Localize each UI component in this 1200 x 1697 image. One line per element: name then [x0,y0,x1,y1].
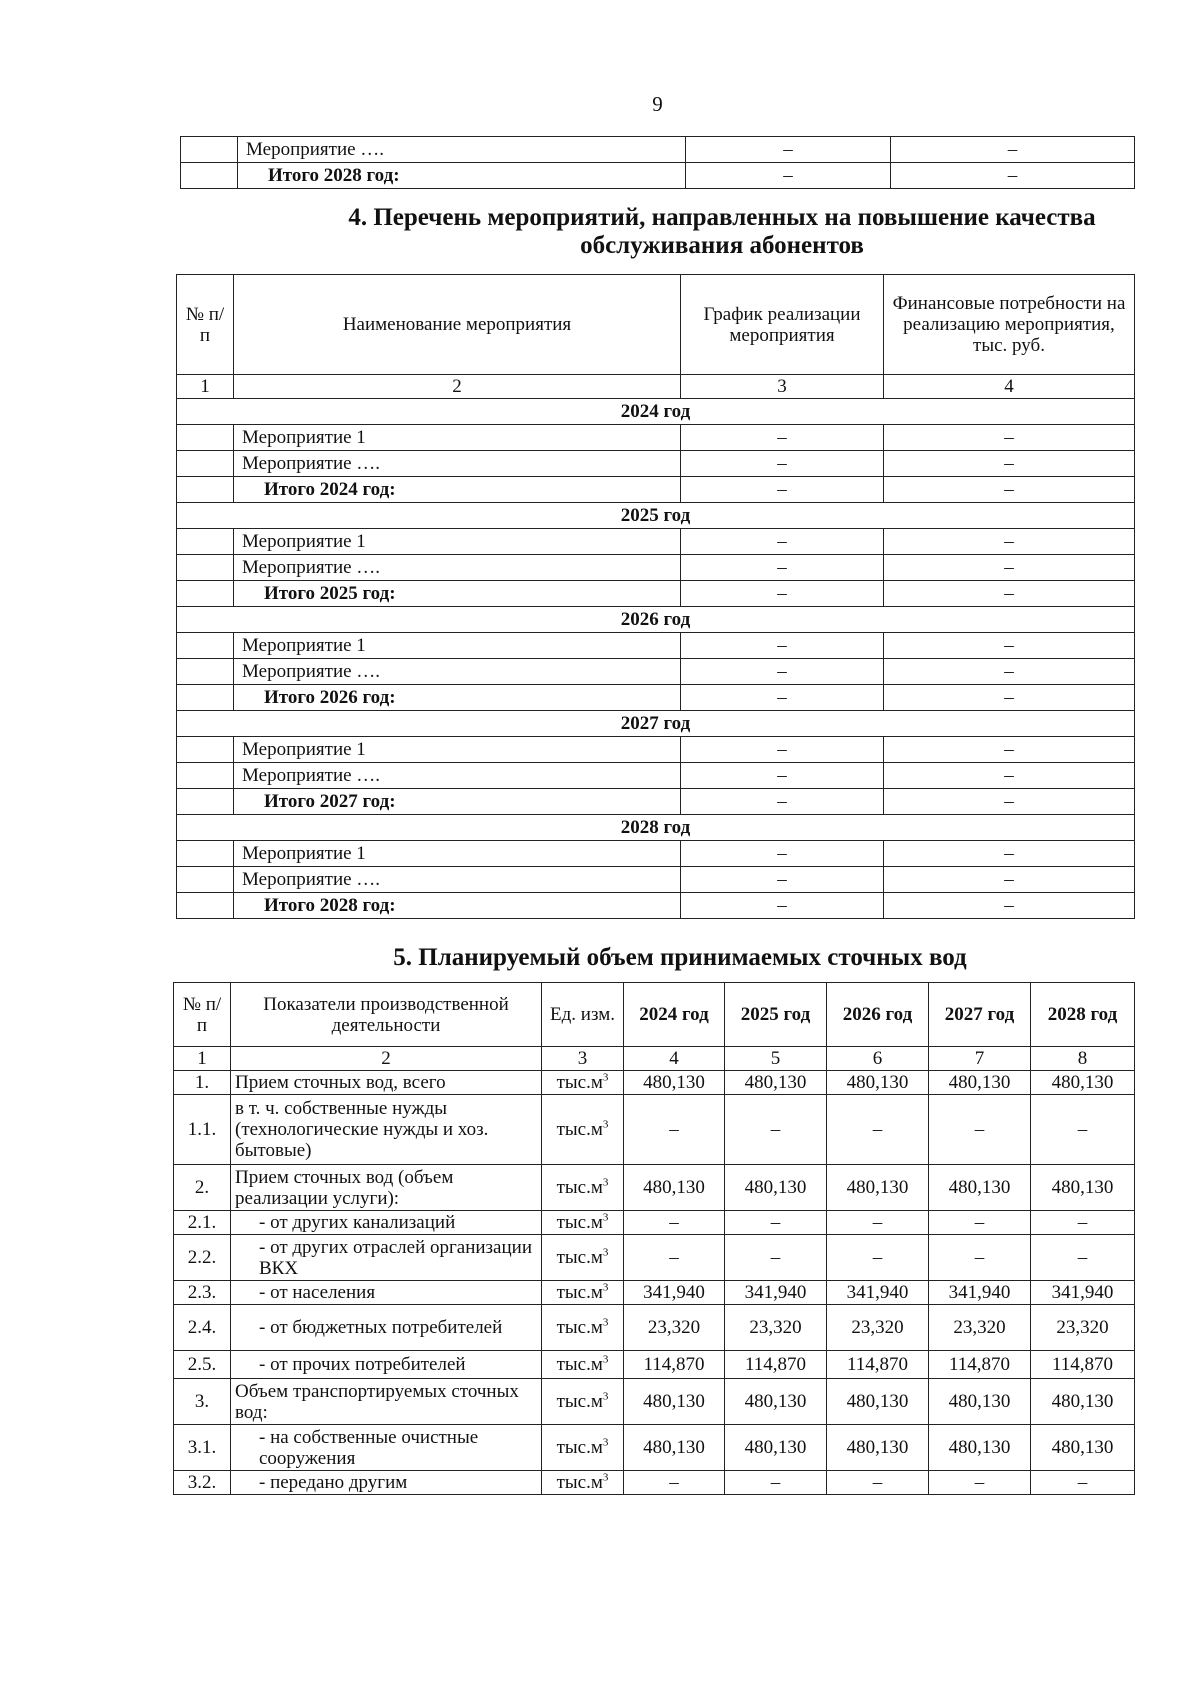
unit-text: тыс.м [556,1072,603,1093]
value-cell: – [827,1211,929,1235]
header-year: 2025 год [725,983,827,1047]
value-cell: – [624,1211,725,1235]
indicator-name: - передано другим [231,1471,542,1495]
unit-cell [542,1165,624,1211]
table-row [177,451,1135,477]
value-cell: 23,320 [725,1305,827,1351]
schedule-cell: – [681,841,884,867]
col-number: 4 [884,375,1135,399]
header-finance: Финансовые потребности на реализацию мероприятия, тыс. руб. [884,275,1135,375]
table-row [174,1071,1135,1095]
finance-cell: – [884,477,1135,503]
section4-title [180,204,1134,260]
indicator-name: - от бюджетных потребителей [231,1305,542,1351]
schedule-cell: – [681,529,884,555]
row-number: 2.5. [174,1351,231,1379]
table-row [177,659,1135,685]
year-header-row [177,503,1135,529]
row-number: 1.1. [174,1095,231,1165]
total-label: Итого 2027 год: [234,789,681,815]
value-cell: – [929,1235,1031,1281]
unit-superscript: 3 [602,1246,609,1259]
table-row [174,1351,1135,1379]
value-cell: 114,870 [1031,1351,1135,1379]
value-cell: – [929,1471,1031,1495]
value-cell: – [929,1211,1031,1235]
col-number: 3 [681,375,884,399]
header-indicator: Показатели производственной деятельности [231,983,542,1047]
year-header-row [177,399,1135,425]
indicator-name: - от населения [231,1281,542,1305]
value-cell: – [827,1471,929,1495]
header-unit: Ед. изм. [542,983,624,1047]
num-cell [177,659,234,685]
unit-superscript: 3 [602,1390,609,1403]
num-cell [177,737,234,763]
event-name: Мероприятие …. [234,451,681,477]
indicator-name: - от других канализаций [231,1211,542,1235]
schedule-cell: – [681,867,884,893]
finance-cell: – [884,685,1135,711]
schedule-cell: – [681,555,884,581]
total-label: Итого 2028 год: [234,893,681,919]
unit-cell [542,1281,624,1305]
unit-text: тыс.м [556,1437,603,1458]
table-row [181,163,1135,189]
year-header-row [177,607,1135,633]
indicator-name: Прием сточных вод, всего [231,1071,542,1095]
num-cell [177,685,234,711]
event-name: Мероприятие 1 [234,633,681,659]
value-cell: – [725,1235,827,1281]
value-cell: 114,870 [827,1351,929,1379]
schedule-cell: – [681,763,884,789]
event-name: Мероприятие …. [238,137,686,163]
value-cell: 23,320 [827,1305,929,1351]
finance-cell: – [884,633,1135,659]
col-number: 7 [929,1047,1031,1071]
table-row [177,763,1135,789]
value-cell: 480,130 [827,1379,929,1425]
col-number: 4 [624,1047,725,1071]
value-cell: 114,870 [725,1351,827,1379]
value-cell: 480,130 [929,1379,1031,1425]
unit-text: тыс.м [556,1282,603,1303]
value-cell: – [624,1095,725,1165]
unit-superscript: 3 [602,1436,609,1449]
year-label: 2027 год [177,711,1135,737]
total-row [177,477,1135,503]
schedule-cell: – [681,659,884,685]
row-number: 3.1. [174,1425,231,1471]
value-cell: 23,320 [929,1305,1031,1351]
table-row [177,555,1135,581]
table-row [181,137,1135,163]
num-cell [177,451,234,477]
schedule-cell: – [681,633,884,659]
header-year: 2028 год [1031,983,1135,1047]
table-row [174,1095,1135,1165]
row-number: 2.1. [174,1211,231,1235]
value-cell: – [624,1235,725,1281]
header-row [174,983,1135,1047]
column-number-row [177,375,1135,399]
unit-cell [542,1095,624,1165]
unit-text: тыс.м [556,1317,603,1338]
header-name: Наименование мероприятия [234,275,681,375]
value-cell: 480,130 [725,1071,827,1095]
value-cell: 341,940 [624,1281,725,1305]
unit-text: тыс.м [556,1247,603,1268]
table-row [177,737,1135,763]
value-cell: 480,130 [1031,1165,1135,1211]
finance-cell: – [884,893,1135,919]
section4-title-line1: 4. Перечень мероприятий, направленных на повышение качества [348,204,1096,231]
value-cell: 480,130 [1031,1379,1135,1425]
indicator-name: в т. ч. собственные нужды (технологические нужды и хоз. бытовые) [231,1095,542,1165]
total-row [177,685,1135,711]
table-row [174,1235,1135,1281]
schedule-cell: – [686,137,891,163]
finance-cell: – [884,581,1135,607]
num-cell [177,529,234,555]
schedule-cell: – [681,477,884,503]
finance-cell: – [884,841,1135,867]
event-name: Мероприятие …. [234,659,681,685]
num-cell [177,789,234,815]
value-cell: 480,130 [725,1165,827,1211]
total-label: Итого 2024 год: [234,477,681,503]
finance-cell: – [884,555,1135,581]
total-label: Итого 2025 год: [234,581,681,607]
value-cell: 480,130 [624,1165,725,1211]
value-cell: 480,130 [624,1425,725,1471]
total-label: Итого 2026 год: [234,685,681,711]
num-cell [177,555,234,581]
finance-cell: – [884,867,1135,893]
schedule-cell: – [681,737,884,763]
section4-title-line2: обслуживания абонентов [580,232,864,259]
page-number: 9 [652,92,663,116]
value-cell: 480,130 [827,1071,929,1095]
unit-cell [542,1305,624,1351]
num-cell [177,477,234,503]
table-row [177,425,1135,451]
value-cell: – [1031,1235,1135,1281]
unit-text: тыс.м [556,1119,603,1140]
schedule-cell: – [681,451,884,477]
schedule-cell: – [681,685,884,711]
table-row [174,1281,1135,1305]
col-number: 6 [827,1047,929,1071]
value-cell: 480,130 [624,1379,725,1425]
value-cell: 23,320 [624,1305,725,1351]
row-number: 2.4. [174,1305,231,1351]
total-row [177,581,1135,607]
indicator-name: - от прочих потребителей [231,1351,542,1379]
table-row [174,1379,1135,1425]
value-cell: 480,130 [929,1071,1031,1095]
unit-superscript: 3 [602,1071,609,1084]
num-cell [177,581,234,607]
row-number: 2.3. [174,1281,231,1305]
unit-cell [542,1235,624,1281]
year-header-row [177,815,1135,841]
col-number: 1 [174,1047,231,1071]
value-cell: 480,130 [725,1379,827,1425]
schedule-cell: – [681,581,884,607]
table-row [174,1471,1135,1495]
value-cell: 480,130 [725,1425,827,1471]
events-table [176,274,1135,919]
value-cell: 480,130 [1031,1425,1135,1471]
header-year: 2026 год [827,983,929,1047]
table-row [174,1305,1135,1351]
table-row [174,1165,1135,1211]
table-row [174,1211,1135,1235]
num-cell [177,425,234,451]
header-year: 2024 год [624,983,725,1047]
value-cell: 480,130 [1031,1071,1135,1095]
unit-superscript: 3 [602,1281,609,1294]
unit-cell [542,1425,624,1471]
header-year: 2027 год [929,983,1031,1047]
indicator-name: Прием сточных вод (объем реализации услуги): [231,1165,542,1211]
table-row [177,633,1135,659]
finance-cell: – [891,163,1135,189]
schedule-cell: – [681,789,884,815]
value-cell: – [725,1471,827,1495]
unit-superscript: 3 [602,1118,609,1131]
unit-superscript: 3 [602,1176,609,1189]
event-name: Мероприятие 1 [234,737,681,763]
event-name: Мероприятие …. [234,867,681,893]
col-number: 2 [231,1047,542,1071]
value-cell: – [624,1471,725,1495]
unit-text: тыс.м [556,1354,603,1375]
finance-cell: – [884,659,1135,685]
unit-text: тыс.м [556,1391,603,1412]
unit-cell [542,1379,624,1425]
table-row [177,841,1135,867]
value-cell: 480,130 [624,1071,725,1095]
unit-superscript: 3 [602,1471,609,1484]
table-row [177,867,1135,893]
col-number: 2 [234,375,681,399]
event-name: Мероприятие …. [234,555,681,581]
unit-cell [542,1351,624,1379]
event-name: Мероприятие 1 [234,425,681,451]
finance-cell: – [891,137,1135,163]
unit-text: тыс.м [556,1212,603,1233]
row-number: 2.2. [174,1235,231,1281]
value-cell: 341,940 [1031,1281,1135,1305]
finance-cell: – [884,425,1135,451]
col-number: 8 [1031,1047,1135,1071]
wastewater-table [173,982,1135,1495]
value-cell: – [725,1095,827,1165]
value-cell: 341,940 [725,1281,827,1305]
value-cell: 114,870 [929,1351,1031,1379]
value-cell: 341,940 [827,1281,929,1305]
value-cell: 480,130 [827,1425,929,1471]
num-cell [177,867,234,893]
event-name: Мероприятие …. [234,763,681,789]
num-cell [177,633,234,659]
col-number: 1 [177,375,234,399]
header-num: № п/п [177,275,234,375]
value-cell: – [929,1095,1031,1165]
unit-superscript: 3 [602,1211,609,1224]
top-continuation-table [180,136,1135,189]
year-label: 2026 год [177,607,1135,633]
value-cell: 23,320 [1031,1305,1135,1351]
finance-cell: – [884,763,1135,789]
indicator-name: - от других отраслей организации ВКХ [231,1235,542,1281]
table-row [174,1425,1135,1471]
num-cell [177,841,234,867]
col-number: 3 [542,1047,624,1071]
year-label: 2025 год [177,503,1135,529]
unit-superscript: 3 [602,1316,609,1329]
total-row [177,789,1135,815]
value-cell: 480,130 [929,1425,1031,1471]
schedule-cell: – [686,163,891,189]
unit-superscript: 3 [602,1353,609,1366]
header-row [177,275,1135,375]
value-cell: – [827,1095,929,1165]
value-cell: – [1031,1211,1135,1235]
unit-text: тыс.м [556,1472,603,1493]
value-cell: 480,130 [827,1165,929,1211]
col-number: 5 [725,1047,827,1071]
indicator-name: Объем транспортируемых сточных вод: [231,1379,542,1425]
table-row [177,529,1135,555]
section5-title: 5. Планируемый объем принимаемых сточных вод [393,944,967,971]
value-cell: – [1031,1095,1135,1165]
value-cell: – [1031,1471,1135,1495]
value-cell: – [725,1211,827,1235]
finance-cell: – [884,529,1135,555]
year-header-row [177,711,1135,737]
column-number-row [174,1047,1135,1071]
header-num: № п/п [174,983,231,1047]
event-name: Мероприятие 1 [234,529,681,555]
value-cell: – [827,1235,929,1281]
unit-cell [542,1471,624,1495]
row-number: 2. [174,1165,231,1211]
unit-text: тыс.м [556,1177,603,1198]
year-label: 2024 год [177,399,1135,425]
schedule-cell: – [681,425,884,451]
header-schedule: График реализации мероприятия [681,275,884,375]
finance-cell: – [884,789,1135,815]
event-name: Мероприятие 1 [234,841,681,867]
unit-cell [542,1211,624,1235]
year-label: 2028 год [177,815,1135,841]
unit-cell [542,1071,624,1095]
finance-cell: – [884,737,1135,763]
row-number: 3.2. [174,1471,231,1495]
value-cell: 114,870 [624,1351,725,1379]
finance-cell: – [884,451,1135,477]
row-number: 1. [174,1071,231,1095]
value-cell: 341,940 [929,1281,1031,1305]
indicator-name: - на собственные очистные сооружения [231,1425,542,1471]
row-number: 3. [174,1379,231,1425]
num-cell [177,893,234,919]
num-cell [177,763,234,789]
total-label: Итого 2028 год: [238,163,686,189]
schedule-cell: – [681,893,884,919]
value-cell: 480,130 [929,1165,1031,1211]
total-row [177,893,1135,919]
